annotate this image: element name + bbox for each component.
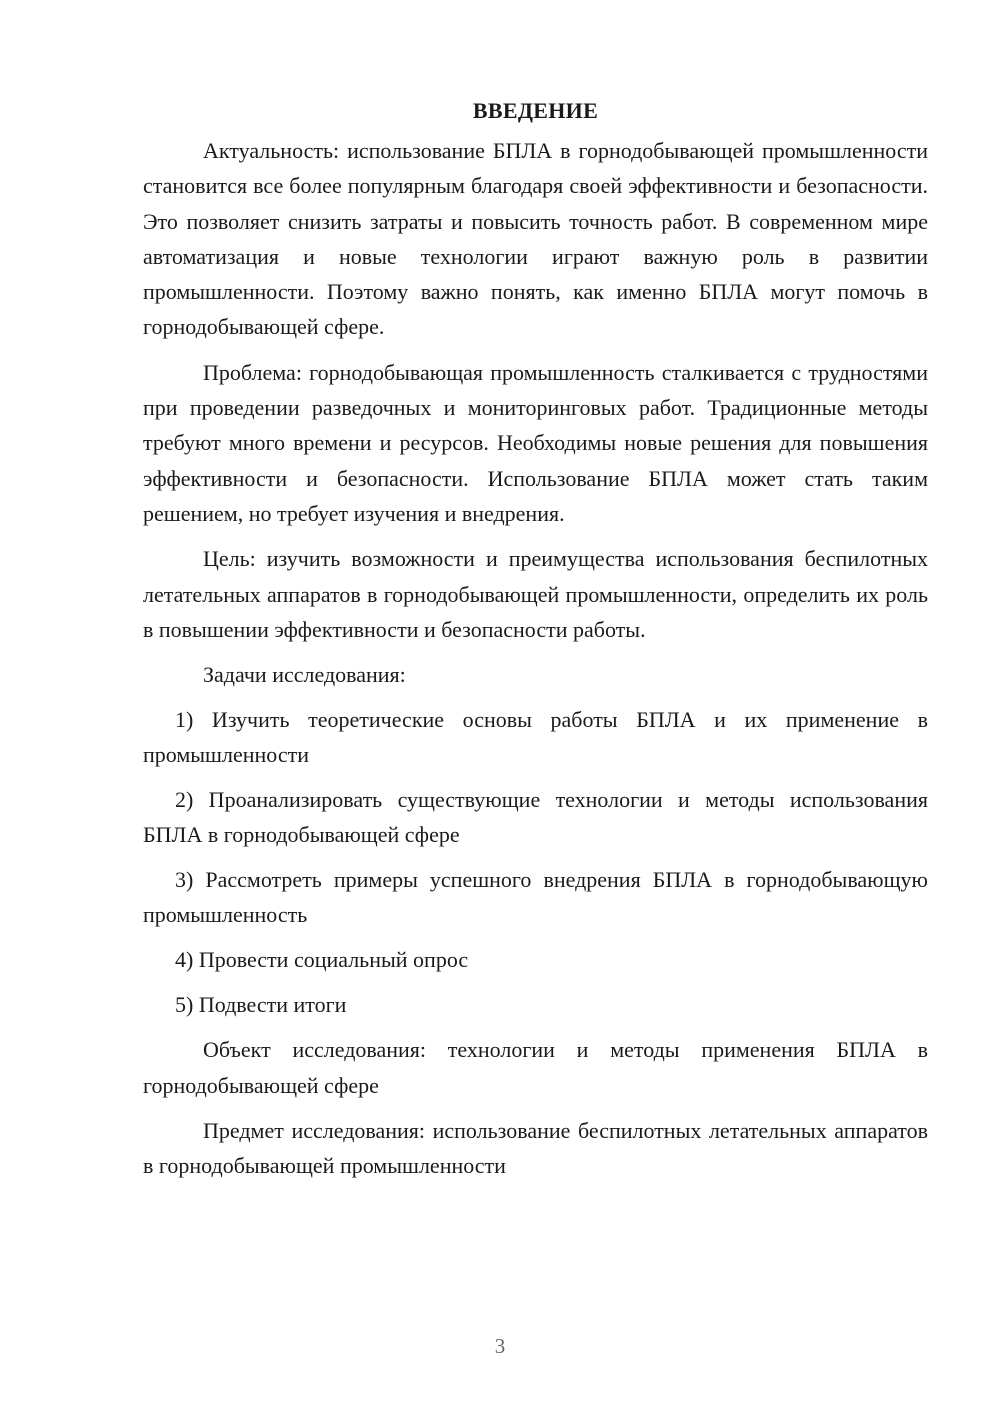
object-paragraph: Объект исследования: технологии и методы применения БПЛА в горнодобывающей сфере bbox=[143, 1037, 928, 1098]
relevance-paragraph: Актуальность: использование БПЛА в горнодобывающей промышленности становится все более популярным благодаря своей эффективности и безопасности. Это позволяет снизить затраты и повысить точность работ. В современном мире автоматизация и новые технологии играют важную роль в развитии промышленности. Поэтому важно понять, как именно БПЛА могут помочь в горнодобывающей сфере. bbox=[143, 138, 928, 340]
task-item-3: 3) Рассмотреть примеры успешного внедрения БПЛА в горнодобывающую промышленность bbox=[143, 867, 928, 928]
problem-paragraph: Проблема: горнодобывающая промышленность сталкивается с трудностями при проведении разведочных и мониторинговых работ. Традиционные методы требуют много времени и ресурсов. Необходимы новые решения для повышения эффективности и безопасности. Использование БПЛА может стать таким решением, но требует изучения и внедрения. bbox=[143, 359, 928, 526]
section-title: ВВЕДЕНИЕ bbox=[472, 98, 599, 123]
task-item-4: 4) Провести социальный опрос bbox=[175, 947, 469, 973]
task-item-5: 5) Подвести итоги bbox=[175, 992, 347, 1018]
subject-paragraph: Предмет исследования: использование беспилотных летательных аппаратов в горнодобывающей промышленности bbox=[143, 1118, 928, 1179]
document-page bbox=[143, 96, 928, 1194]
goal-paragraph: Цель: изучить возможности и преимущества использования беспилотных летательных аппаратов в горнодобывающей промышленности, определить их роль в повышении эффективности и безопасности работы. bbox=[143, 546, 928, 642]
page-number: 3 bbox=[494, 1334, 506, 1358]
task-item-1: 1) Изучить теоретические основы работы БПЛА и их применение в промышленности bbox=[143, 707, 928, 768]
task-item-2: 2) Проанализировать существующие технологии и методы использования БПЛА в горнодобывающей сфере bbox=[143, 787, 928, 848]
tasks-heading: Задачи исследования: bbox=[203, 662, 406, 688]
